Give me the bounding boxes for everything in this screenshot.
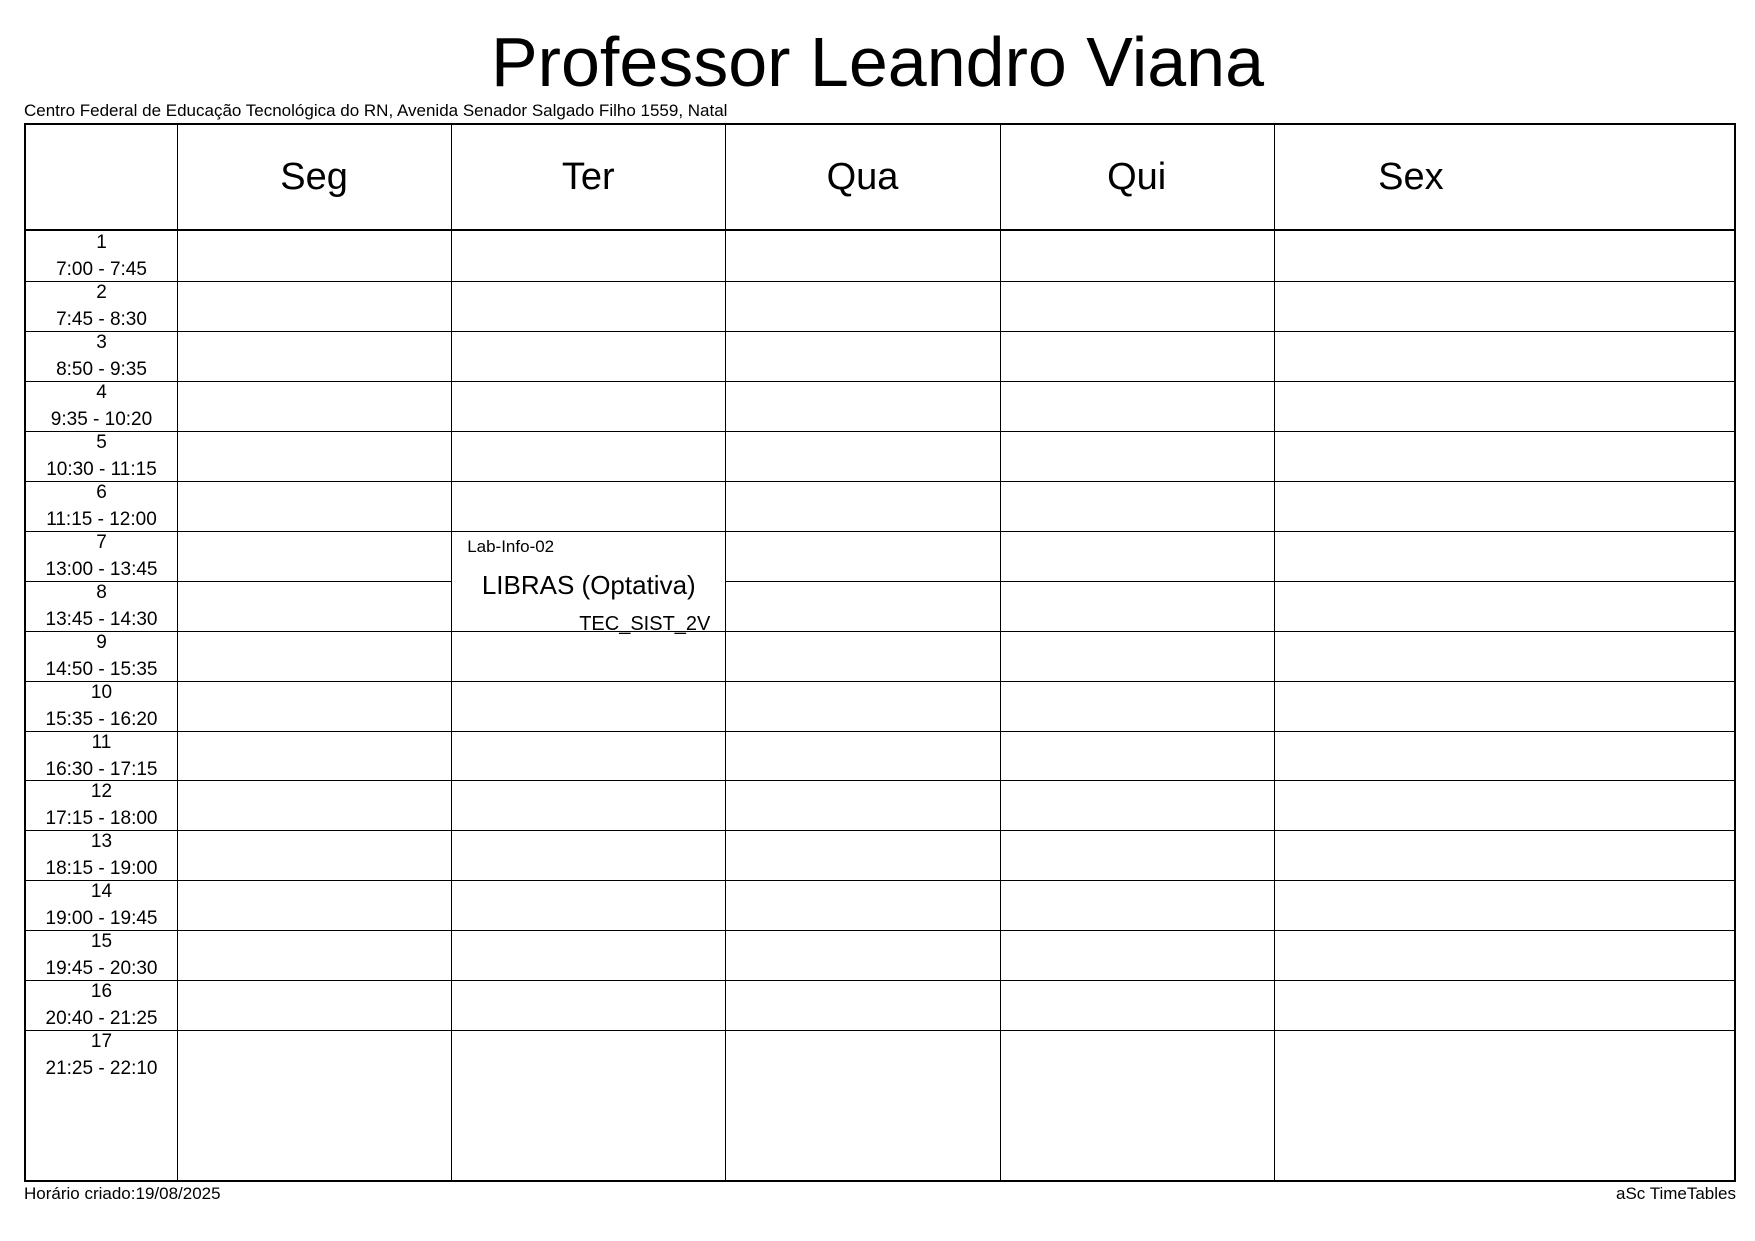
period-time: 7:45 - 8:30 [56,308,147,330]
period-time: 7:00 - 7:45 [56,259,147,280]
row-divider [26,930,1734,931]
page-title: Professor Leandro Viana [490,23,1265,101]
period-number: 11 [91,731,112,753]
period-number: 16 [90,981,113,1003]
row-divider [26,880,1734,881]
row-divider [26,681,1734,682]
lesson-card[interactable] [452,532,725,635]
row-divider [26,980,1734,981]
column-divider [177,125,178,1180]
period-label [26,679,177,733]
day-header: Qua [826,155,899,198]
period-time: 11:15 - 12:00 [46,508,157,530]
lesson-class-group: TEC_SIST_2V [579,612,711,635]
period-time: 16:30 - 17:15 [45,758,158,780]
period-label [26,778,177,832]
period-time: 17:15 - 18:00 [45,808,158,830]
period-label [26,928,177,982]
period-time: 15:35 - 16:20 [45,708,158,730]
row-divider [26,331,1734,332]
period-time: 19:45 - 20:30 [45,958,158,980]
period-time: 13:45 - 14:30 [45,608,158,630]
period-time: 14:50 - 15:35 [45,658,158,680]
period-time: 8:50 - 9:35 [56,358,147,380]
period-label [26,629,177,683]
period-number: 17 [90,1031,113,1053]
timetable-grid [24,123,1736,1182]
period-time: 19:00 - 19:45 [45,908,158,930]
period-time: 9:35 - 10:20 [50,408,153,430]
period-number: 2 [96,281,107,303]
period-label [26,329,177,383]
period-number: 4 [96,381,107,403]
period-number: 7 [96,531,107,553]
day-header: Seg [280,155,348,198]
period-time: 13:00 - 13:45 [45,558,158,580]
row-divider [26,780,1734,781]
period-number: 13 [90,831,113,853]
period-number: 6 [96,481,107,503]
software-credit: aSc TimeTables [1616,1184,1736,1203]
row-divider [26,731,1734,732]
period-label [26,429,177,483]
period-label [26,579,177,633]
period-label [26,978,177,1032]
period-label [26,479,177,533]
header-divider [26,229,1734,231]
period-label [26,529,177,583]
school-address: Centro Federal de Educação Tecnológica do RN, Avenida Senador Salgado Filho 1559, Natal [24,101,728,120]
row-divider [26,830,1734,831]
period-number: 5 [96,431,107,453]
row-divider [26,581,1734,582]
row-divider [26,631,1734,632]
created-date: Horário criado:19/08/2025 [24,1184,221,1203]
row-divider [26,381,1734,382]
column-divider [1000,125,1001,1180]
period-label [26,379,177,433]
period-label [26,279,177,333]
period-number: 10 [90,681,113,703]
period-time: 18:15 - 19:00 [45,858,158,880]
period-number: 1 [96,232,107,253]
day-header: Sex [1378,155,1444,198]
row-divider [26,481,1734,482]
lesson-subject: LIBRAS (Optativa) [481,569,696,600]
row-divider [26,431,1734,432]
lesson-room: Lab-Info-02 [467,536,555,556]
day-header: Qui [1107,155,1167,198]
column-divider [451,125,452,1180]
period-time: 10:30 - 11:15 [46,458,157,480]
period-time: 21:25 - 22:10 [45,1058,158,1080]
period-label [26,878,177,932]
period-number: 8 [96,581,107,603]
column-divider [725,125,726,1180]
period-number: 3 [96,331,107,353]
row-divider [26,281,1734,282]
column-divider [1274,125,1275,1180]
day-header: Ter [561,155,615,198]
period-label [26,729,177,783]
period-number: 12 [90,781,113,803]
period-label [26,1028,177,1082]
period-label [26,828,177,882]
period-number: 15 [90,931,113,953]
row-divider [26,531,1734,532]
period-time: 20:40 - 21:25 [45,1008,158,1030]
period-number: 9 [96,631,107,653]
period-label [26,229,177,283]
period-number: 14 [90,881,113,903]
row-divider [26,1030,1734,1031]
